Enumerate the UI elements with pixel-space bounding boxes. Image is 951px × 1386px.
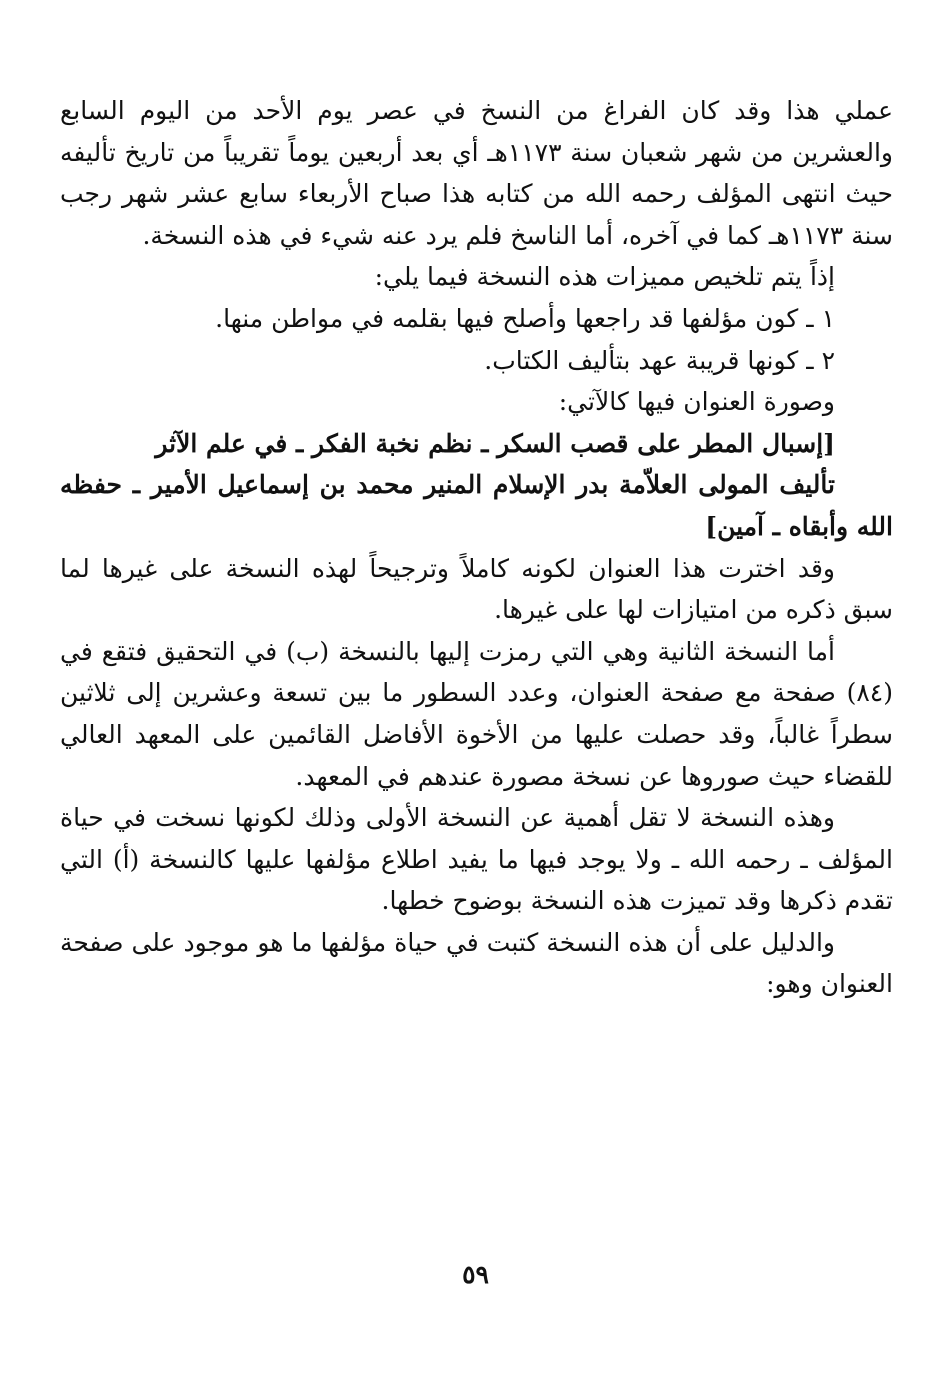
page-number: ٥٩ (462, 1260, 489, 1289)
list-item-feature-2: ٢ ـ كونها قريبة عهد بتأليف الكتاب. (484, 345, 835, 375)
manuscript-title-line-2: تأليف المولى العلاّمة بدر الإسلام المنير محمد بن إسماعيل الأمير ـ حفظه الله وأبقاه ـ آمين] (60, 470, 893, 541)
paragraph-title-intro: وصورة العنوان فيها كالآتي: (558, 387, 835, 417)
paragraph-features-intro: إذاً يتم تلخيص مميزات هذه النسخة فيما يلي: (374, 262, 835, 292)
paragraph-title-choice: وقد اخترت هذا العنوان لكونه كاملاً وترجيحاً لهذه النسخة على غيرها لما سبق ذكره من امتيازات لها على غيرها. (60, 553, 893, 625)
list-item-feature-1: ١ ـ كون مؤلفها قد راجعها وأصلح فيها بقلمه في مواطن منها. (215, 303, 835, 333)
manuscript-title-line-1: [إسبال المطر على قصب السكر ـ نظم نخبة الفكر ـ في علم الآثر (155, 428, 835, 458)
paragraph-second-copy: أما النسخة الثانية وهي التي رمزت إليها بالنسخة (ب) في التحقيق فتقع في (٨٤) صفحة مع صفحة العنوان، وعدد السطور ما بين تسعة وعشرين إلى ثلاثين سطراً غالباً، وقد حصلت عليها من الأخوة الأفاضل القائمين على المعهد العالي للقضاء حيث صوروها عن نسخة مصورة عندهم في المعهد. (60, 636, 893, 791)
paragraph-copy-date: عملي هذا وقد كان الفراغ من النسخ في عصر يوم الأحد من اليوم السابع والعشرين من شهر شعبان سنة ١١٧٣هـ أي بعد أربعين يوماً تقريباً من تاريخ تأليفه حيث انتهى المؤلف رحمه الله من كتابه هذا صباح الأربعاء سابع عشر شهر رجب سنة ١١٧٣هـ كما في آخره، أما الناسخ فلم يرد عنه شيء في هذه النسخة. (60, 96, 893, 250)
paragraph-evidence: والدليل على أن هذه النسخة كتبت في حياة مؤلفها ما هو موجود على صفحة العنوان وهو: (60, 927, 893, 999)
paragraph-second-copy-importance: وهذه النسخة لا تقل أهمية عن النسخة الأولى وذلك لكونها نسخت في حياة المؤلف ـ رحمه الله ـ ولا يوجد فيها ما يفيد اطلاع مؤلفها عليها كالنسخة (أ) التي تقدم ذكرها وقد تميزت هذه النسخة بوضوح خطها. (60, 803, 893, 916)
